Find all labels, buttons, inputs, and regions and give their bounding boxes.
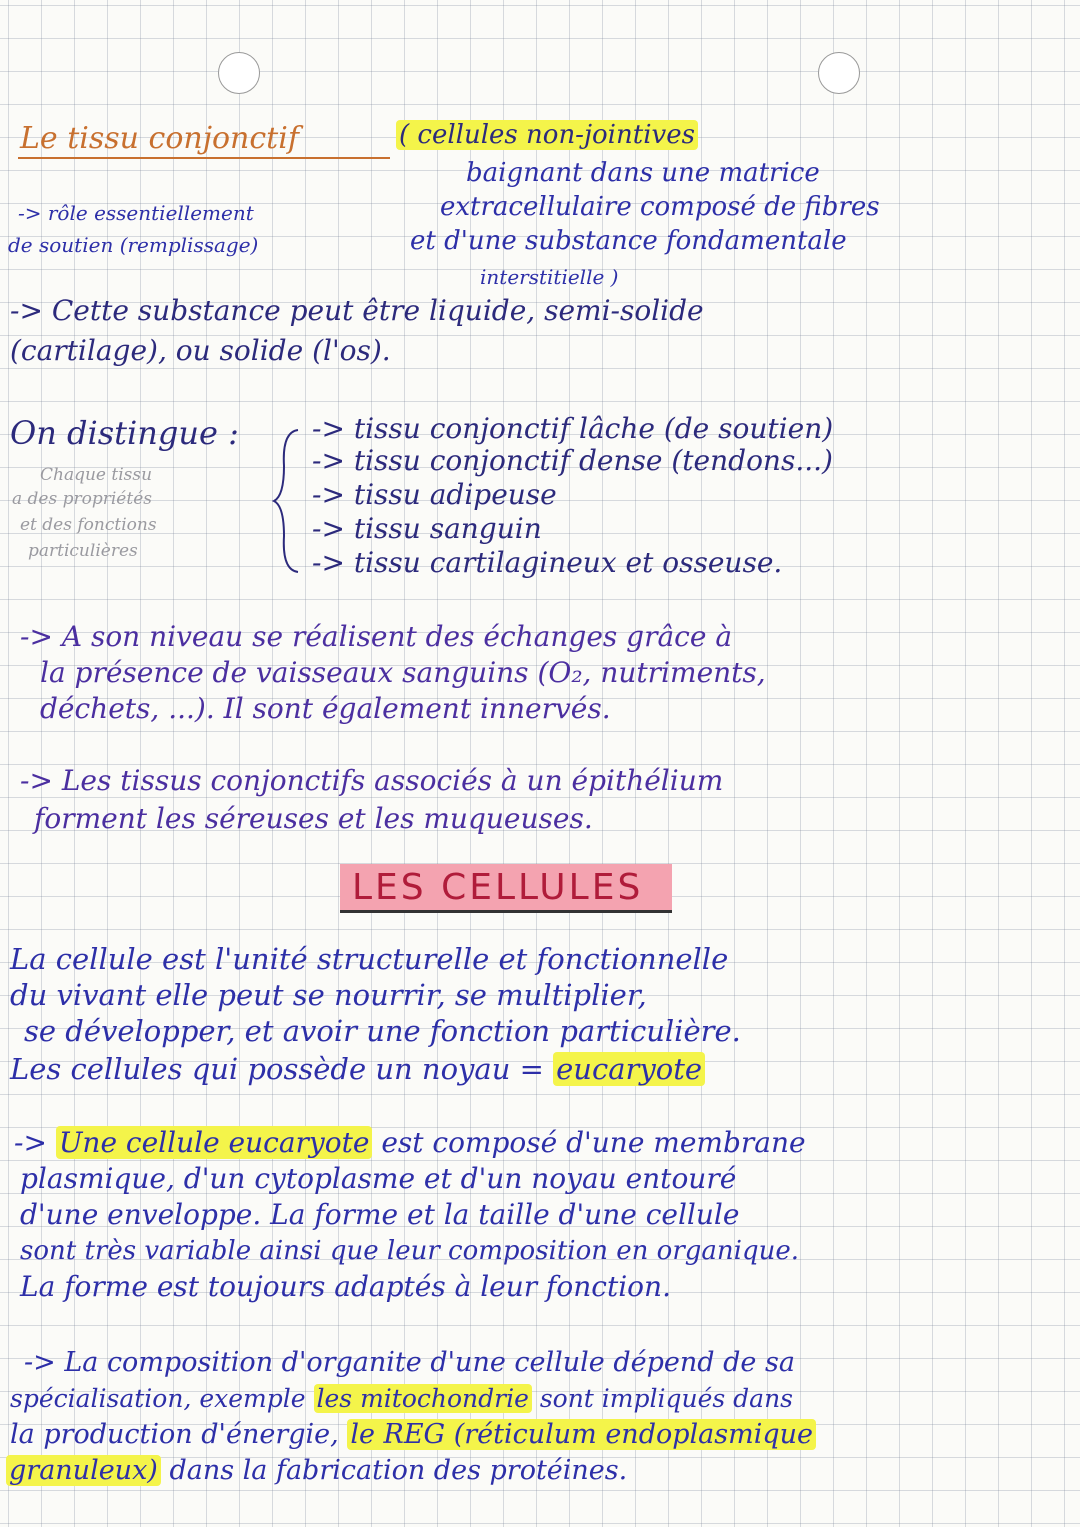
side-note-3: et des fonctions bbox=[20, 515, 157, 535]
section-heading-tissu-conjonctif: Le tissu conjonctif bbox=[20, 121, 299, 156]
type-item-4: -> tissu sanguin bbox=[312, 512, 542, 545]
eucaryote-line-1 bbox=[14, 1128, 806, 1158]
une-cellule-eucaryote-highlight: Une cellule eucaryote bbox=[56, 1126, 373, 1159]
definition-line-2: baignant dans une matrice bbox=[466, 158, 820, 188]
eucaryote-line-1-rest: est composé d'une membrane bbox=[381, 1126, 806, 1159]
type-item-1: -> tissu conjonctif lâche (de soutien) bbox=[312, 412, 834, 445]
role-line-1: -> rôle essentiellement bbox=[18, 201, 254, 225]
definition-highlight: ( cellules non-jointives bbox=[396, 120, 698, 150]
binder-hole-left bbox=[218, 52, 260, 94]
side-note-1: Chaque tissu bbox=[40, 465, 153, 485]
echanges-line-3: déchets, ...). Il sont également innervés. bbox=[40, 692, 611, 725]
definition-line-5: interstitielle ) bbox=[480, 265, 619, 289]
distingue-label: On distingue : bbox=[10, 414, 239, 452]
composition-line-2-a: spécialisation, exemple bbox=[10, 1384, 306, 1413]
eucaryote-line-2: plasmique, d'un cytoplasme et d'un noyau entouré bbox=[20, 1162, 737, 1195]
definition-line-1 bbox=[396, 120, 698, 150]
granuleux-highlight: granuleux) bbox=[6, 1455, 161, 1486]
reg-highlight: le REG (réticulum endoplasmique bbox=[347, 1419, 816, 1450]
cellule-line-4-text: Les cellules qui possède un noyau = bbox=[10, 1052, 544, 1086]
eucaryote-line-5: La forme est toujours adaptés à leur fonction. bbox=[20, 1270, 671, 1303]
echanges-line-2: la présence de vaisseaux sanguins (O₂, nutriments, bbox=[40, 656, 766, 689]
composition-line-3 bbox=[10, 1420, 816, 1450]
substance-line-2: (cartilage), ou solide (l'os). bbox=[10, 334, 391, 367]
heading-underline bbox=[18, 157, 390, 159]
composition-line-3-a: la production d'énergie, bbox=[10, 1419, 339, 1450]
cellule-line-1: La cellule est l'unité structurelle et fonctionnelle bbox=[10, 942, 729, 976]
type-item-2: -> tissu conjonctif dense (tendons...) bbox=[312, 444, 833, 477]
associes-line-2: forment les séreuses et les muqueuses. bbox=[34, 802, 593, 835]
eucaryote-line-3: d'une enveloppe. La forme et la taille d'une cellule bbox=[20, 1198, 740, 1231]
arrow-text: -> bbox=[14, 1126, 47, 1159]
type-item-3: -> tissu adipeuse bbox=[312, 478, 557, 511]
composition-line-4-b: dans la fabrication des protéines. bbox=[169, 1455, 628, 1486]
brace-bracket bbox=[272, 426, 302, 576]
cellule-line-4 bbox=[10, 1054, 705, 1084]
echanges-line-1: -> A son niveau se réalisent des échanges grâce à bbox=[20, 620, 733, 653]
mitochondrie-highlight: les mitochondrie bbox=[314, 1384, 532, 1413]
binder-hole-right bbox=[818, 52, 860, 94]
composition-line-4 bbox=[6, 1456, 627, 1486]
type-item-5: -> tissu cartilagineux et osseuse. bbox=[312, 546, 783, 579]
substance-line-1: -> Cette substance peut être liquide, semi-solide bbox=[10, 294, 704, 327]
side-note-4: particulières bbox=[28, 541, 138, 561]
definition-line-3: extracellulaire composé de fibres bbox=[440, 192, 880, 222]
side-note-2: a des propriétés bbox=[12, 489, 152, 509]
cellule-line-2: du vivant elle peut se nourrir, se multiplier, bbox=[10, 978, 647, 1012]
section-title-les-cellules: LES CELLULES bbox=[352, 867, 644, 908]
cellule-line-3: se développer, et avoir une fonction particulière. bbox=[24, 1014, 741, 1048]
associes-line-1: -> Les tissus conjonctifs associés à un épithélium bbox=[20, 764, 724, 797]
definition-line-4: et d'une substance fondamentale bbox=[410, 226, 847, 256]
composition-line-2 bbox=[10, 1384, 793, 1414]
composition-line-2-b: sont impliqués dans bbox=[539, 1384, 794, 1413]
composition-line-1: -> La composition d'organite d'une cellule dépend de sa bbox=[24, 1347, 795, 1378]
eucaryote-highlight: eucaryote bbox=[553, 1052, 705, 1086]
role-line-2: de soutien (remplissage) bbox=[8, 233, 259, 257]
eucaryote-line-4: sont très variable ainsi que leur composition en organique. bbox=[20, 1236, 800, 1266]
